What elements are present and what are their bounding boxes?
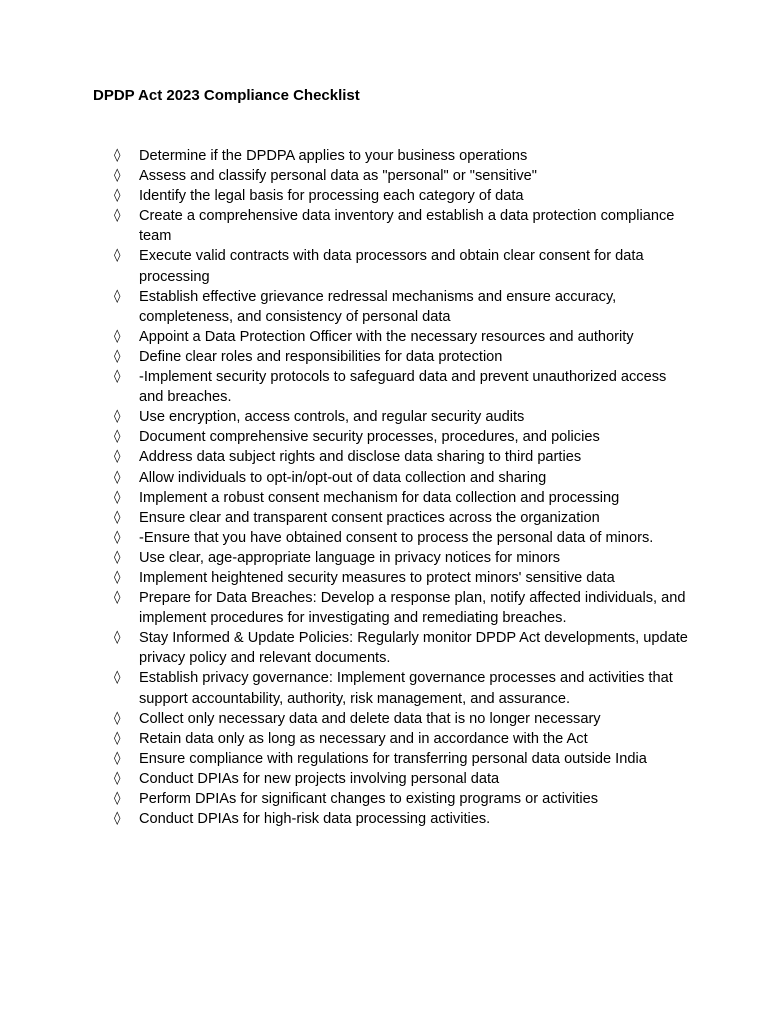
checklist-item	[114, 146, 694, 166]
diamond-bullet-icon: ◊	[114, 569, 121, 585]
checklist-item	[114, 789, 694, 809]
checklist-item	[114, 287, 694, 327]
diamond-bullet-icon: ◊	[114, 328, 121, 344]
checklist-item-text: Implement heightened security measures to protect minors' sensitive data	[139, 569, 615, 586]
checklist-item-text: Prepare for Data Breaches: Develop a response plan, notify affected individuals, and implement procedures for investigating and remediating breaches.	[139, 590, 686, 627]
diamond-bullet-icon: ◊	[114, 730, 121, 746]
checklist-item-text: Address data subject rights and disclose data sharing to third parties	[139, 449, 582, 466]
diamond-bullet-icon: ◊	[114, 630, 121, 646]
checklist-item-text: -Implement security protocols to safeguard data and prevent unauthorized access and breaches.	[139, 369, 667, 406]
checklist-item	[114, 447, 694, 467]
checklist-item-text: Perform DPIAs for significant changes to existing programs or activities	[139, 791, 599, 807]
checklist-item-text: Determine if the DPDPA applies to your business operations	[139, 148, 528, 164]
checklist-item	[114, 809, 694, 829]
diamond-bullet-icon: ◊	[114, 208, 121, 224]
checklist-item	[114, 508, 694, 528]
checklist-item	[114, 528, 694, 548]
diamond-bullet-icon: ◊	[114, 429, 121, 445]
checklist-item-text: Conduct DPIAs for new projects involving personal data	[139, 770, 500, 787]
checklist-item	[114, 347, 694, 367]
diamond-bullet-icon: ◊	[114, 670, 121, 686]
diamond-bullet-icon: ◊	[114, 509, 121, 525]
diamond-bullet-icon: ◊	[114, 590, 121, 606]
checklist-item-text: Use clear, age-appropriate language in privacy notices for minors	[139, 549, 561, 566]
checklist-item	[114, 206, 694, 246]
checklist-item-text: Implement a robust consent mechanism for data collection and processing	[139, 489, 620, 506]
diamond-bullet-icon: ◊	[114, 770, 121, 786]
checklist-item	[114, 628, 694, 668]
checklist-item	[114, 588, 694, 628]
diamond-bullet-icon: ◊	[114, 248, 121, 264]
checklist-item-text: Ensure clear and transparent consent practices across the organization	[139, 509, 600, 526]
diamond-bullet-icon: ◊	[114, 489, 121, 505]
diamond-bullet-icon: ◊	[114, 288, 121, 304]
checklist-item-text: Establish privacy governance: Implement governance processes and activities that support accountability, authority, risk management, and assurance.	[139, 670, 673, 707]
checklist-item-text: Identify the legal basis for processing each category of data	[139, 188, 524, 205]
diamond-bullet-icon: ◊	[114, 469, 121, 485]
checklist-item	[114, 427, 694, 447]
checklist-item-text: Establish effective grievance redressal mechanisms and ensure accuracy, completeness, and consistency of personal data	[139, 288, 617, 325]
checklist-item	[114, 246, 694, 286]
diamond-bullet-icon: ◊	[114, 168, 121, 184]
checklist-item	[114, 468, 694, 488]
diamond-bullet-icon: ◊	[114, 710, 121, 726]
checklist-item-text: Document comprehensive security processes, procedures, and policies	[139, 429, 600, 446]
diamond-bullet-icon: ◊	[114, 369, 121, 385]
checklist-item	[114, 166, 694, 186]
checklist-item-text: Assess and classify personal data as "personal" or "sensitive"	[139, 168, 537, 185]
diamond-bullet-icon: ◊	[114, 791, 121, 806]
checklist-item-text: Execute valid contracts with data processors and obtain clear consent for data processing	[139, 248, 644, 285]
diamond-bullet-icon: ◊	[114, 348, 121, 364]
checklist-item	[114, 407, 694, 427]
checklist-item	[114, 729, 694, 749]
checklist-item-text: Conduct DPIAs for high-risk data processing activities.	[139, 811, 491, 828]
checklist-item-text: Ensure compliance with regulations for transferring personal data outside India	[139, 750, 647, 767]
checklist-item	[114, 548, 694, 568]
checklist-item	[114, 568, 694, 588]
diamond-bullet-icon: ◊	[114, 148, 121, 163]
checklist-item	[114, 709, 694, 729]
checklist-item-text: Stay Informed & Update Policies: Regularly monitor DPDP Act developments, update privacy policy and relevant documents.	[139, 630, 688, 667]
checklist-item	[114, 769, 694, 789]
checklist-item	[114, 186, 694, 206]
checklist-item	[114, 327, 694, 347]
checklist-item-text: Define clear roles and responsibilities for data protection	[139, 348, 503, 365]
checklist-item-text: Create a comprehensive data inventory and establish a data protection compliance team	[139, 208, 675, 245]
diamond-bullet-icon: ◊	[114, 750, 121, 766]
diamond-bullet-icon: ◊	[114, 811, 121, 827]
checklist-item-text: Retain data only as long as necessary and in accordance with the Act	[139, 730, 588, 747]
diamond-bullet-icon: ◊	[114, 409, 121, 425]
checklist-item-text: Appoint a Data Protection Officer with the necessary resources and authority	[139, 328, 634, 345]
checklist-item-text: Allow individuals to opt-in/opt-out of data collection and sharing	[139, 469, 547, 486]
page-title: DPDP Act 2023 Compliance Checklist	[93, 87, 360, 104]
checklist-item-text: Use encryption, access controls, and regular security audits	[139, 409, 525, 426]
diamond-bullet-icon: ◊	[114, 549, 121, 565]
checklist-item	[114, 749, 694, 769]
checklist	[114, 146, 694, 829]
checklist-item-text: Collect only necessary data and delete data that is no longer necessary	[139, 710, 601, 727]
checklist-item	[114, 668, 694, 708]
diamond-bullet-icon: ◊	[114, 188, 121, 204]
diamond-bullet-icon: ◊	[114, 449, 121, 465]
diamond-bullet-icon: ◊	[114, 529, 121, 545]
checklist-item	[114, 367, 694, 407]
checklist-item	[114, 488, 694, 508]
checklist-item-text: -Ensure that you have obtained consent to process the personal data of minors.	[139, 529, 654, 546]
